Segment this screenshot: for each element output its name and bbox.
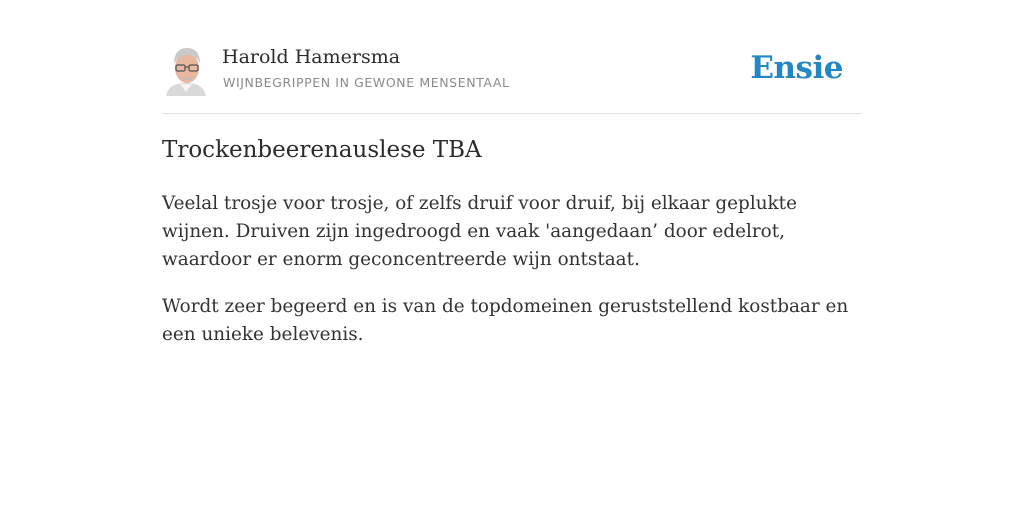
author-header: [162, 40, 862, 114]
article-paragraph: Wordt zeer begeerd en is van de topdomeinen geruststellend kostbaar en een unieke belevenis.: [162, 296, 849, 345]
author-name[interactable]: Harold Hamersma: [222, 46, 401, 68]
author-avatar-image: [164, 46, 208, 96]
author-tagline: WIJNBEGRIPPEN IN GEWONE MENSENTAAL: [223, 75, 510, 90]
article-paragraph: Veelal trosje voor trosje, of zelfs druif voor druif, bij elkaar geplukte wijnen. Druiven zijn ingedroogd en vaak 'aangedaan’ door edelrot, waardoor er enorm geconcentreerde wijn ontstaat.: [162, 193, 797, 270]
article-body: [162, 190, 862, 368]
author-avatar: [164, 46, 208, 96]
ensie-logo[interactable]: Ensie: [750, 50, 843, 86]
article-title: Trockenbeerenauslese TBA: [162, 137, 482, 163]
